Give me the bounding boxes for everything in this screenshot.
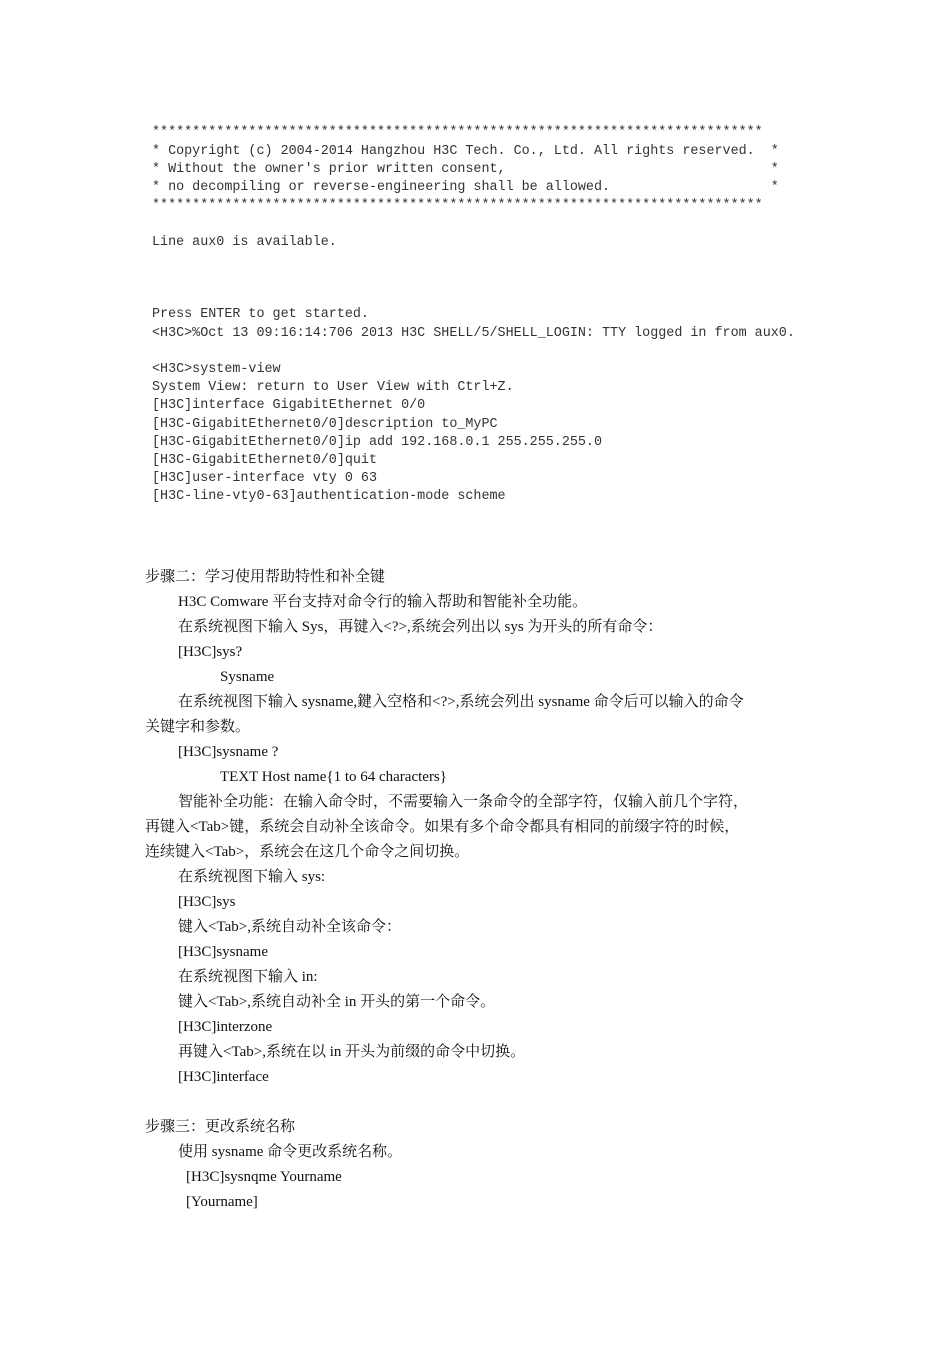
console-command-line: [H3C-GigabitEthernet0/0]quit [152,453,377,468]
console-login-log: <H3C>%Oct 13 09:16:14:706 2013 H3C SHELL/5/SHELL_LOGIN: TTY logged in from aux0. [152,326,795,341]
console-banner-line: * no decompiling or reverse-engineering shall be allowed. * [152,180,779,195]
console-command-line: [H3C-GigabitEthernet0/0]ip add 192.168.0.1 255.255.255.0 [152,435,602,450]
console-command-line: [H3C]interface GigabitEthernet 0/0 [152,398,426,413]
console-command-line: [H3C]user-interface vty 0 63 [152,471,377,486]
step2-intro: H3C Comware 平台支持对命令行的输入帮助和智能补全功能。 [178,594,588,610]
step2-sys-help-desc: 在系统视图下输入 Sys，再键入<?>,系统会列出以 sys 为开头的所有命令： [178,619,663,635]
console-command-line: [H3C-line-vty0-63]authentication-mode scheme [152,489,506,504]
step2-sysname-help-cmd: [H3C]sysname ? [178,744,279,760]
step2-example1-tab: 键入<Tab>,系统自动补全该命令： [178,919,401,935]
console-command-line: <H3C>system-view [152,362,281,377]
step2-example2-tab-again: 再键入<Tab>,系统在以 in 开头为前缀的命令中切换。 [178,1044,526,1060]
step2-heading: 步骤二：学习使用帮助特性和补全键 [145,569,386,585]
step2-example2-result2: [H3C]interface [178,1069,269,1085]
console-press-enter: Press ENTER to get started. [152,307,369,322]
console-banner-line: * Copyright (c) 2004-2014 Hangzhou H3C Tech. Co., Ltd. All rights reserved. * [152,144,779,159]
console-banner-line: **************************************************************************** [152,198,763,213]
console-banner-line: **************************************************************************** [152,125,763,140]
step2-sysname-help-output: TEXT Host name{1 to 64 characters} [220,769,447,785]
step2-sys-help-output: Sysname [220,669,275,685]
step3-cmd: [H3C]sysnqme Yourname [186,1169,342,1185]
step2-sysname-help-desc-cont: 关键字和参数。 [145,719,251,735]
step2-example2-desc: 在系统视图下输入 in: [178,969,318,985]
console-banner-line: * Without the owner's prior written consent, * [152,162,779,177]
console-command-line: [H3C-GigabitEthernet0/0]description to_MyPC [152,417,498,432]
step2-completion-desc-cont: 连续键入<Tab>，系统会在这几个命令之间切换。 [145,844,470,860]
step2-example1-desc: 在系统视图下输入 sys: [178,869,326,885]
step2-example1-result: [H3C]sysname [178,944,268,960]
step2-sys-help-cmd: [H3C]sys? [178,644,243,660]
step3-desc: 使用 sysname 命令更改系统名称。 [178,1144,403,1160]
step2-example2-result: [H3C]interzone [178,1019,273,1035]
console-command-line: System View: return to User View with Ctrl+Z. [152,380,514,395]
step2-completion-desc: 智能补全功能：在输入命令时，不需要输入一条命令的全部字符，仅输入前几个字符， [178,794,749,810]
step2-sysname-help-desc: 在系统视图下输入 sysname,鍵入空格和<?>,系统会列出 sysname 命令后可以输入的命令 [178,694,744,710]
step2-example2-tab: 键入<Tab>,系统自动补全 in 开头的第一个命令。 [178,994,496,1010]
step3-heading: 步骤三：更改系统名称 [145,1119,296,1135]
step2-completion-desc-cont: 再键入<Tab>键，系统会自动补全该命令。如果有多个命令都具有相同的前缀字符的时候， [145,819,740,835]
console-line-available: Line aux0 is available. [152,235,337,250]
step3-result: [Yourname] [186,1194,258,1210]
step2-example1-cmd: [H3C]sys [178,894,236,910]
